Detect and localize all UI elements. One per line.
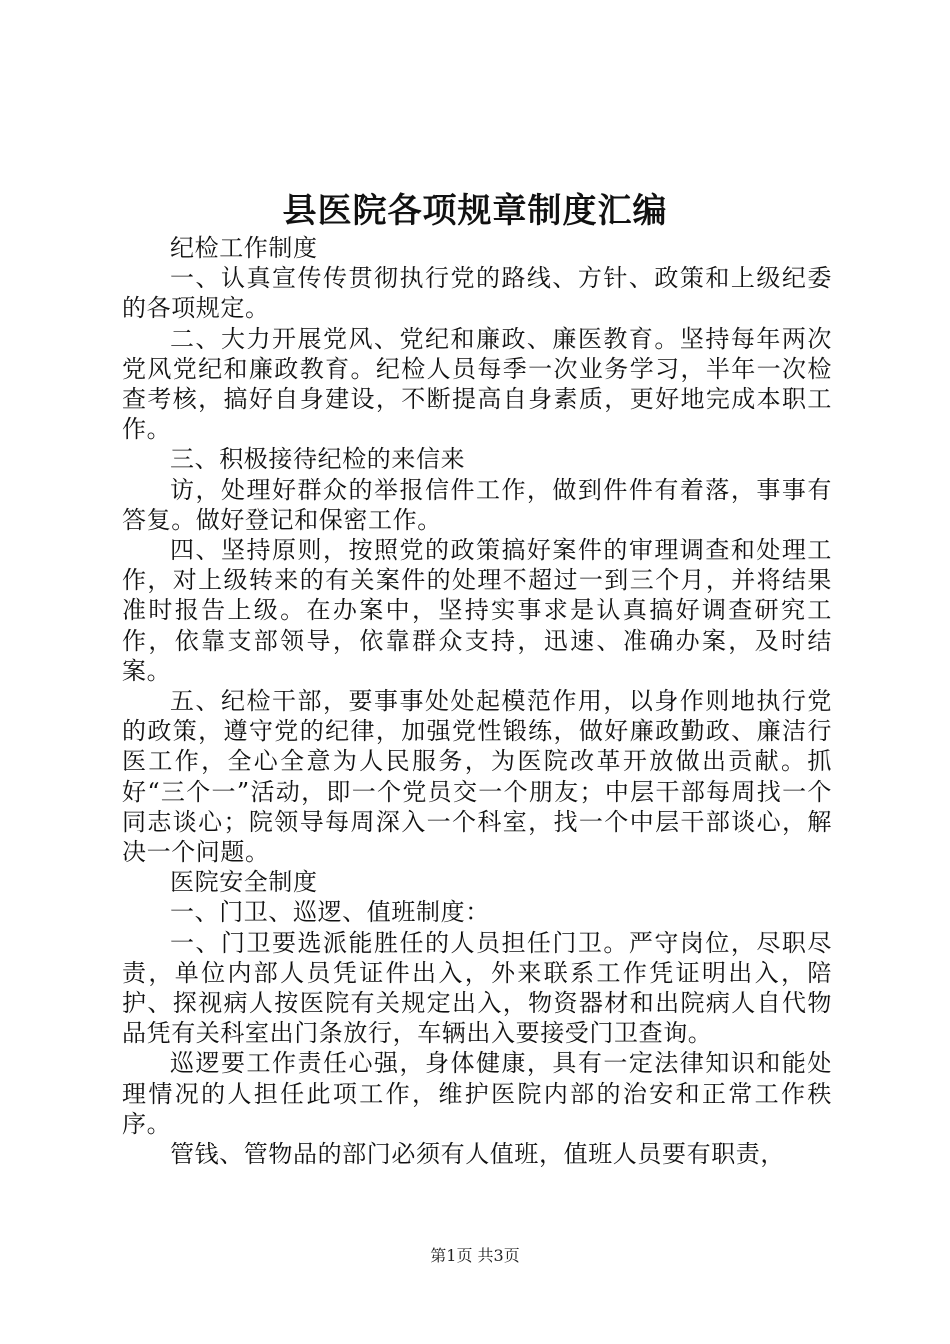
paragraph: 五、纪检干部，要事事处处起模范作用，以身作则地执行党的政策，遵守党的纪律，加强党性锻练，做好廉政勤政、廉洁行医工作，全心全意为人民服务，为医院改革开放做出贡献。抓好“三个一”活动，即一个党员交一个朋友；中层干部每周找一个同志谈心；院领导每周深入一个科室，找一个中层干部谈心，解决一个问题。	[122, 687, 832, 867]
paragraph: 管钱、管物品的部门必须有人值班，值班人员要有职责，	[170, 1140, 785, 1169]
paragraph: 一、门卫要选派能胜任的人员担任门卫。严守岗位，尽职尽责，单位内部人员凭证件出入，外来联系工作凭证明出入，陪护、探视病人按医院有关规定出入，物资器材和出院病人自代物品凭有关科室出门条放行，车辆出入要接受门卫查询。	[122, 928, 832, 1048]
section-heading: 医院安全制度	[170, 868, 318, 897]
document-body	[122, 233, 832, 1169]
paragraph: 四、坚持原则，按照党的政策搞好案件的审理调查和处理工作，对上级转来的有关案件的处理不超过一到三个月，并将结果准时报告上级。在办案中，坚持实事求是认真搞好调查研究工作，依靠支部领导，依靠群众支持，迅速、准确办案，及时结案。	[122, 536, 832, 685]
paragraph: 二、大力开展党风、党纪和廉政、廉医教育。坚持每年两次党风党纪和廉政教育。纪检人员每季一次业务学习，半年一次检查考核，搞好自身建设，不断提高自身素质，更好地完成本职工作。	[122, 324, 832, 444]
page-footer: 第1页 共3页	[430, 1246, 520, 1265]
paragraph: 巡逻要工作责任心强，身体健康，具有一定法律知识和能处理情况的人担任此项工作，维护医院内部的治安和正常工作秩序。	[122, 1049, 832, 1138]
paragraph: 访，处理好群众的举报信件工作，做到件件有着落，事事有答复。做好登记和保密工作。	[122, 475, 832, 534]
document-title: 县医院各项规章制度汇编	[282, 191, 668, 231]
paragraph: 一、认真宣传传贯彻执行党的路线、方针、政策和上级纪委的各项规定。	[122, 264, 832, 323]
section-heading: 纪检工作制度	[170, 234, 318, 262]
paragraph: 一、门卫、巡逻、值班制度：	[170, 898, 490, 927]
paragraph: 三、积极接待纪检的来信来	[170, 445, 466, 474]
